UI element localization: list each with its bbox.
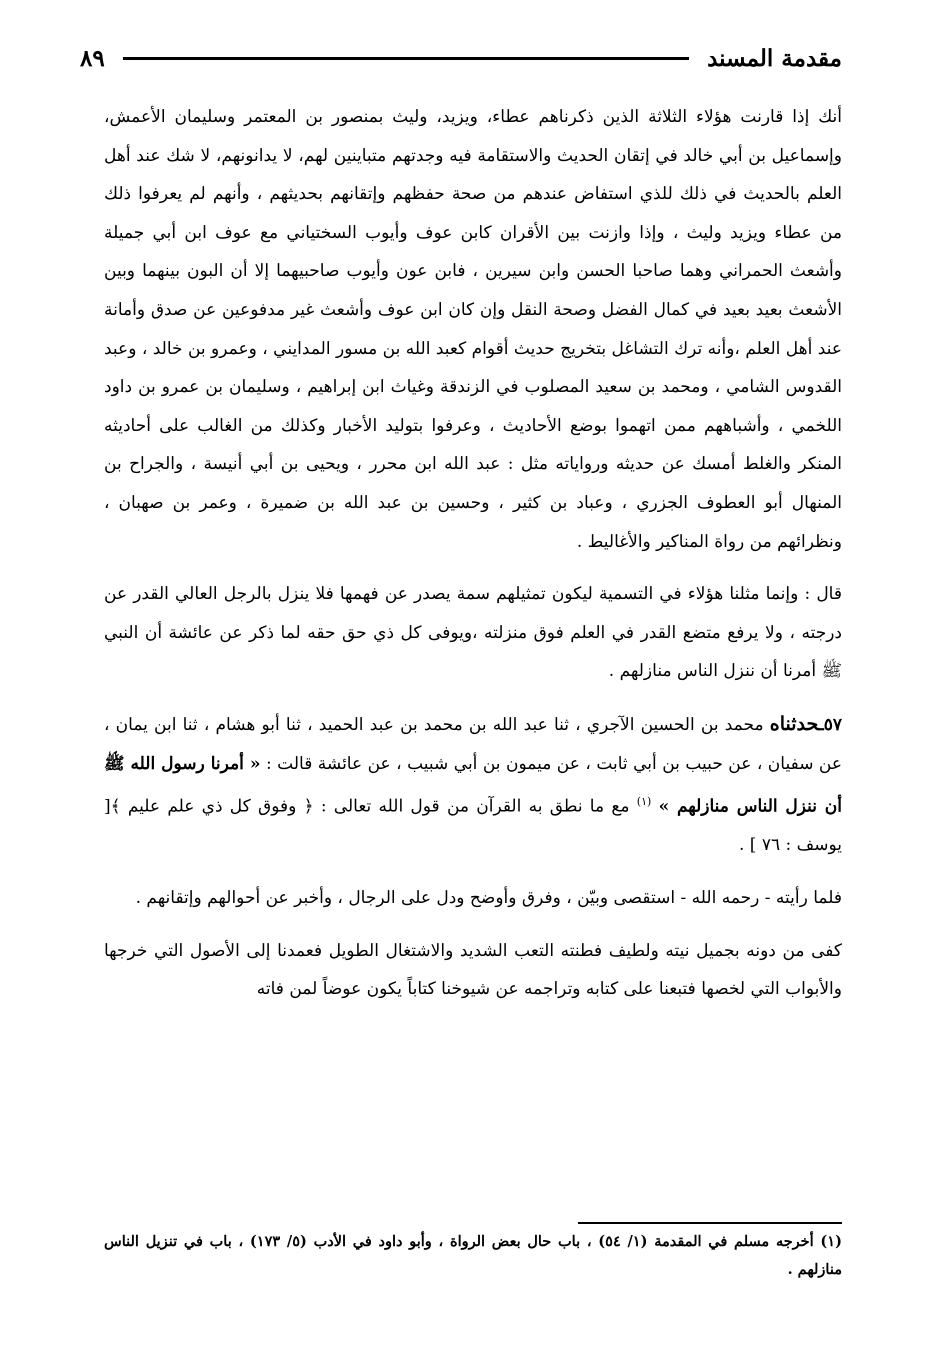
running-title: مقدمة المسند bbox=[707, 44, 842, 72]
verse-text: مع ما نطق به القرآن من قول الله تعالى : ﴿ وفوق كل ذي علم عليم ﴾[ يوسف : ٧٦ ] . bbox=[104, 796, 842, 856]
page-header bbox=[80, 38, 842, 78]
hadith-quote: « أمرنا رسول الله ﷺ أن ننزل الناس منازلهم » bbox=[104, 753, 842, 817]
hadith-number: ٥٧ـ bbox=[818, 714, 842, 735]
paragraph: أنك إذا قارنت هؤلاء الثلاثة الذين ذكرناهم عطاء، ويزيد، وليث بمنصور بن المعتمر وسليمان الأعمش، وإسماعيل بن أبي خالد في إتقان الحديث والاستقامة فيه وجدتهم متباينين لهم، لا يدانونهم، لا شك عند أهل العلم بالحديث في ذلك للذي استفاض عندهم من صحة حفظهم وإتقانهم بحديثهم ، وأنهم لم يعرفوا ذلك من عطاء ويزيد وليث ، وإذا وازنت بين الأقران كابن عوف وأيوب السختياني مع عوف ابن أبي جميلة وأشعث الحمراني وهما صاحبا الحسن وابن سيرين ، فابن عون وأيوب صاحبيهما إلا أن البون بينهما وبين الأشعث بعيد بعيد في كمال الفضل وصحة النقل وإن كان ابن عوف وأشعث غير مدفوعين عن صدق وأمانة عند أهل العلم ،وأنه ترك التشاغل بتخريج حديث أقوام كعبد الله بن مسور المدايني ، وعمرو بن خالد ، وعبد القدوس الشامي ، ومحمد بن سعيد المصلوب في الزندقة وغياث ابن إبراهيم ، وسليمان بن عمرو بن داود اللخمي ، وأشباههم ممن اتهموا بوضع الأحاديث ، وعرفوا بتوليد الأخبار وكذلك من الغالب على أحاديثه المنكر والغلط أمسك عن حديثه ورواياته مثل : عبد الله ابن محرر ، ويحيى بن أبي أنيسة ، والجراح بن المنهال أبو العطوف الجزري ، وعباد بن كثير ، وحسين بن عبد الله بن ضميرة ، وعمر بن صهبان ، ونظرائهم من رواة المناكير والأغاليط . bbox=[104, 107, 842, 552]
header-rule bbox=[123, 57, 689, 60]
hadith-keyword: حدثناه bbox=[769, 712, 819, 735]
page-number: ٨٩ bbox=[80, 44, 105, 72]
paragraph: فلما رأيته - رحمه الله - استقصى وبيّن ، وفرق وأوضح ودل على الرجال ، وأخبر عن أحوالهم وإتقانهم . bbox=[135, 887, 842, 908]
paragraph: قال : وإنما مثلنا هؤلاء في التسمية ليكون تمثيلهم سمة يصدر عن فهمها فلا ينزل بالرجل العالي القدر عن درجته ، ولا يرفع متضع القدر في العلم فوق منزلته ،ويوفى كل ذي حق حقه لما ذكر عن عائشة أن النبي ﷺ أمرنا أن ننزل الناس منازلهم . bbox=[104, 584, 842, 682]
footnote-marker: (١) bbox=[636, 795, 652, 809]
body-text bbox=[104, 98, 842, 1009]
hadith-paragraph bbox=[104, 705, 842, 865]
footnote-separator bbox=[578, 1222, 842, 1224]
isnad-text: محمد بن الحسين الآجري ، ثنا عبد الله بن محمد بن عبد الحميد ، ثنا أبو هشام ، ثنا ابن يمان ، عن سفيان ، عن حبيب بن أبي ثابت ، عن ميمون بن أبي شبيب ، عن عائشة قالت : bbox=[104, 714, 842, 774]
footnote: (١) أخرجه مسلم في المقدمة (١/ ٥٤) ، باب حال بعض الرواة ، وأبو داود في الأدب (٥/ ١٧٣) ، باب في تنزيل الناس منازلهم . bbox=[104, 1233, 842, 1278]
paragraph: كفى من دونه بجميل نيته ولطيف فطنته التعب الشديد والاشتغال الطويل فعمدنا إلى الأصول التي خرجها والأبواب التي لخصها فتبعنا على كتابه وتراجمه عن شيوخنا كتاباً يكون عوضاً لمن فاته bbox=[104, 940, 842, 1000]
